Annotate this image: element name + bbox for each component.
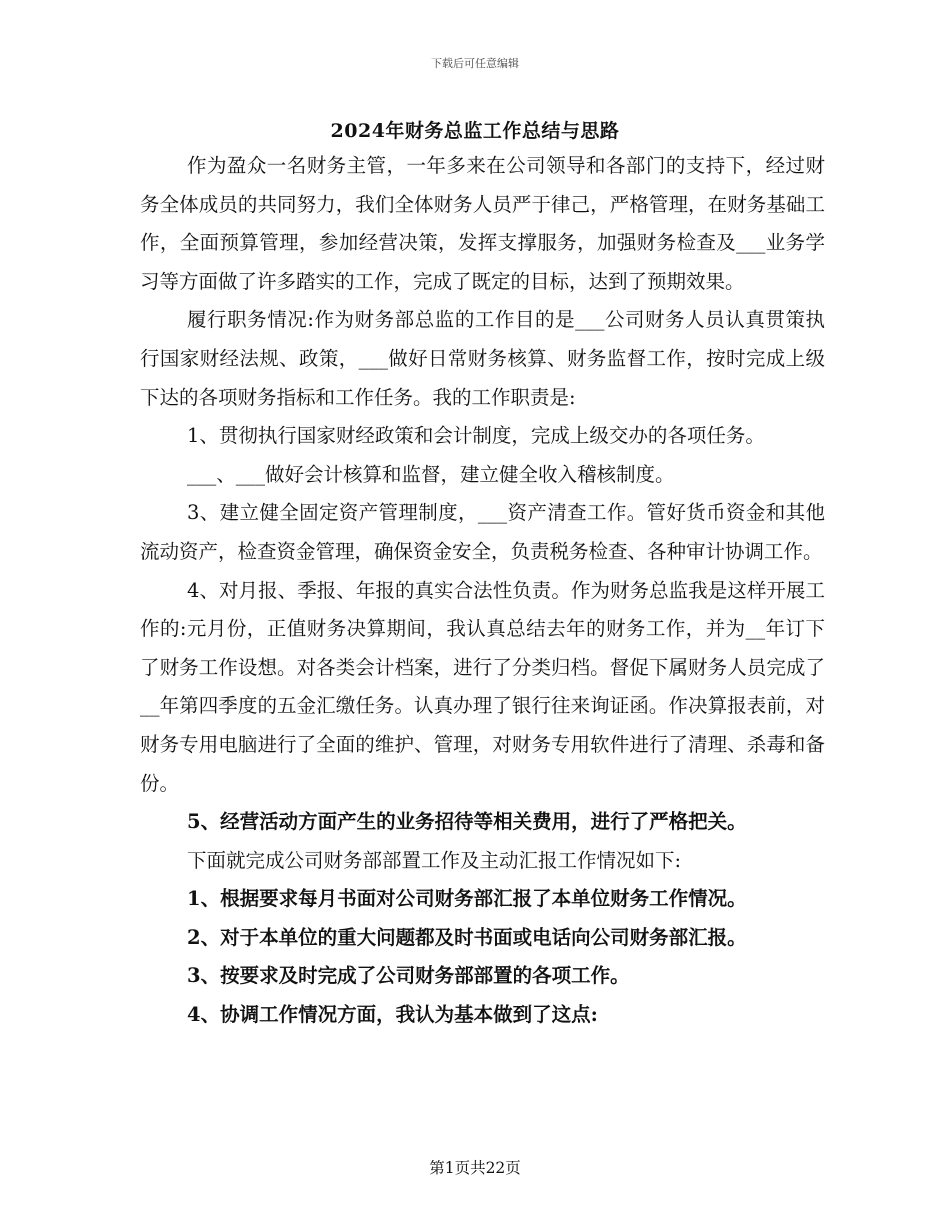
paragraph-report-1: 1、根据要求每月书面对公司财务部汇报了本单位财务工作情况。 [187,887,747,911]
header-note: 下载后可任意编辑 [431,57,519,70]
document-title: 2024年财务总监工作总结与思路 [330,120,620,142]
paragraph-report-2: 2、对于本单位的重大问题都及时书面或电话向公司财务部汇报。 [187,925,747,949]
page-footer: 第1页共22页 [429,1159,521,1177]
paragraph-item-2: ___、___做好会计核算和监督，建立健全收入稽核制度。 [187,462,675,486]
paragraph-item-1: 1、贯彻执行国家财经政策和会计制度，完成上级交办的各项任务。 [187,424,765,448]
paragraph-duties: 履行职务情况:作为财务部总监的工作目的是___公司财务人员认真贯策执行国家财经法规、政策，___做好日常财务核算、财务监督工作，按时完成上级下达的各项财务指标和工作任务。我的工作职责是: [140,308,825,409]
paragraph-item-3: 3、建立健全固定资产管理制度，___资产清查工作。管好货币资金和其他流动资产，检查资金管理，确保资金安全，负责税务检查、各种审计协调工作。 [140,501,825,563]
paragraph-item-5: 5、经营活动方面产生的业务招待等相关费用，进行了严格把关。 [187,810,747,834]
document-body [140,147,825,1035]
paragraph-report-4: 4、协调工作情况方面，我认为基本做到了这点: [187,1003,598,1027]
paragraph-intro: 作为盈众一名财务主管，一年多来在公司领导和各部门的支持下，经过财务全体成员的共同努力，我们全体财务人员严于律己，严格管理，在财务基础工作，全面预算管理，参加经营决策，发挥支撑服务，加强财务检查及___业务学习等方面做了许多踏实的工作，完成了既定的目标，达到了预期效果。 [140,154,825,293]
paragraph-report-3: 3、按要求及时完成了公司财务部部置的各项工作。 [187,964,630,988]
paragraph-report-intro: 下面就完成公司财务部部置工作及主动汇报工作情况如下: [187,848,682,872]
paragraph-item-4: 4、对月报、季报、年报的真实合法性负责。作为财务总监我是这样开展工作的:元月份，正值财务决算期间，我认真总结去年的财务工作，并为__年订下了财务工作设想。对各类会计档案，进行了分类归档。督促下属财务人员完成了__年第四季度的五金汇缴任务。认真办理了银行往来询证函。作决算报表前，对财务专用电脑进行了全面的维护、管理，对财务专用软件进行了清理、杀毒和备份。 [140,578,825,795]
